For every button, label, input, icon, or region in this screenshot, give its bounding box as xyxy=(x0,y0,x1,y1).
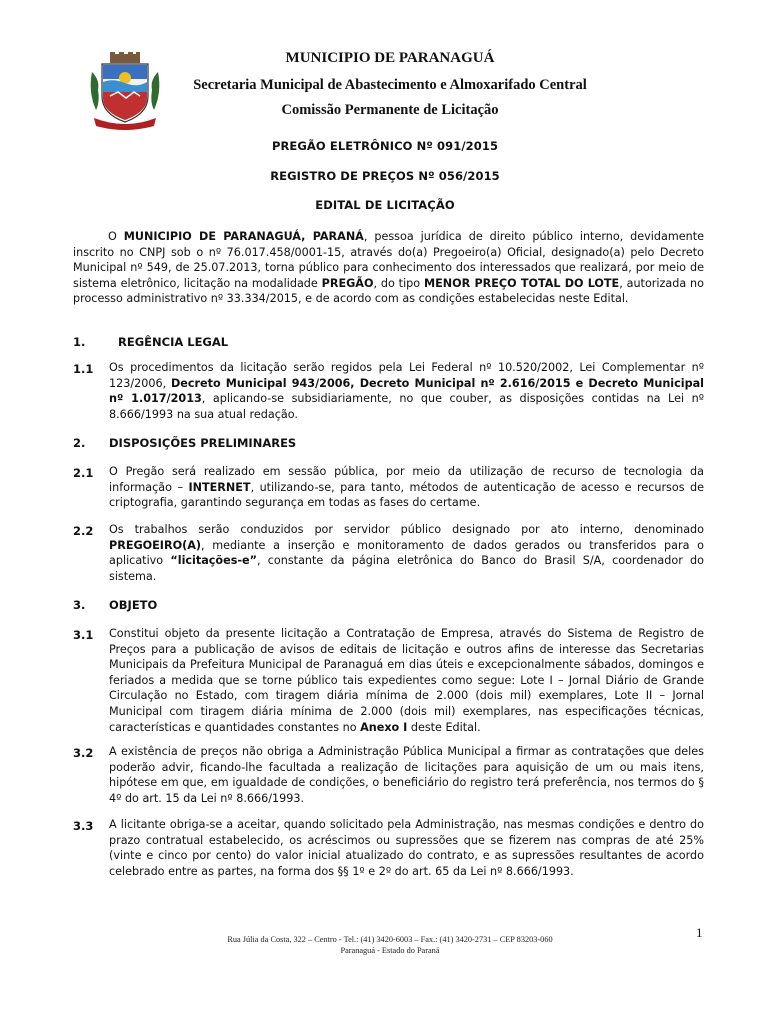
section-1-title: REGÊNCIA LEGAL xyxy=(118,335,229,349)
pregao-title: PREGÃO ELETRÔNICO Nº 091/2015 xyxy=(271,139,499,153)
item-3-3-text: A licitante obriga-se a aceitar, quando solicitado pela Administração, nas mesmas condições e dentro do prazo contratual estabelecido, os acréscimos ou supressões que se fizerem nas compras de até 25% (vinte e cinco por cento) do valor inicial atualizado do contrato, e as supressões resultantes de acordo celebrado entre as partes, na forma dos §§ 1º e 2º do art. 65 da Lei nº 8.666/1993. xyxy=(109,818,704,878)
section-2-number: 2. xyxy=(73,436,86,450)
registro-title: REGISTRO DE PREÇOS Nº 056/2015 xyxy=(270,169,500,183)
intro-paragraph: O MUNICIPIO DE PARANAGUÁ, PARANÁ, pessoa jurídica de direito público interno, devidamente inscrito no CNPJ sob o nº 76.017.458/0001-15, através do(a) Pregoeiro(a) Oficial, designado(a) pelo Decreto Municipal nº 549, de 25.07.2013, torna público para conhecimento dos interessados que realizará, por meio de sistema eletrônico, licitação na modalidade PREGÃO, do tipo MENOR PREÇO TOTAL DO LOTE, autorizada no processo administrativo nº 33.334/2015, e de acordo com as condições estabelecidas neste Edital. xyxy=(73,230,704,306)
item-3-2-number: 3.2 xyxy=(73,746,94,760)
header-secretariat: Secretaria Municipal de Abastecimento e Almoxarifado Central xyxy=(193,77,587,93)
section-3-title: OBJETO xyxy=(109,598,158,612)
section-2-title: DISPOSIÇÕES PRELIMINARES xyxy=(109,436,297,450)
page-number: 1 xyxy=(696,925,703,940)
footer-address: Rua Júlia da Costa, 322 – Centro - Tel.: (41) 3420-6003 – Fax.: (41) 3420-2731 – CEP 83203-060 xyxy=(227,935,553,944)
item-3-1-number: 3.1 xyxy=(73,628,94,642)
item-3-3-number: 3.3 xyxy=(73,819,94,833)
footer-city: Paranaguá - Estado do Paraná xyxy=(340,946,440,955)
item-3-1-text: Constitui objeto da presente licitação a Contratação de Empresa, através do Sistema de Registro de Preços para a publicação de avisos de editais de licitação e outros afins de interesse das Secretarias Municipais da Prefeitura Municipal de Paranaguá em dias úteis e excepcionalmente sábados, domingos e feriados a medida que se torne público tais expedientes como segue: Lote I – Jornal Diário de Grande Circulação no Estado, com tiragem diária mínima de 2.000 (dois mil) exemplares, Lote II – Jornal Municipal com tiragem diária mínima de 2.000 (dois mil) exemplares, nas especificações técnicas, características e quantidades constantes no Anexo I deste Edital. xyxy=(109,627,704,734)
edital-title: EDITAL DE LICITAÇÃO xyxy=(315,198,455,212)
item-1-1-text: Os procedimentos da licitação serão regidos pela Lei Federal nº 10.520/2002, Lei Complementar nº 123/2006, Decreto Municipal 943/2006, Decreto Municipal nº 2.616/2015 e Decreto Municipal nº 1.017/2013, aplicando-se subsidiariamente, no que couber, as disposições contidas na Lei nº 8.666/1993 na sua atual redação. xyxy=(109,361,704,421)
item-1-1-number: 1.1 xyxy=(73,362,94,376)
header-commission: Comissão Permanente de Licitação xyxy=(281,102,499,118)
header-municipality: MUNICIPIO DE PARANAGUÁ xyxy=(285,50,495,66)
item-3-2-text: A existência de preços não obriga a Administração Pública Municipal a firmar as contratações que deles poderão advir, ficando-lhe facultada a realização de licitações para aquisição de um ou mais itens, hipótese em que, em igualdade de condições, o beneficiário do registro terá preferência, nos termos do § 4º do art. 15 da Lei nº 8.666/1993. xyxy=(109,745,704,805)
section-1-number: 1. xyxy=(73,335,86,349)
coat-of-arms-icon xyxy=(88,52,162,132)
item-2-2-number: 2.2 xyxy=(73,524,94,538)
item-2-1-number: 2.1 xyxy=(73,466,94,480)
section-3-number: 3. xyxy=(73,598,86,612)
item-2-2-text: Os trabalhos serão conduzidos por servidor público designado por ato interno, denominado PREGOEIRO(A), mediante a inserção e monitoramento de dados gerados ou transferidos para o aplicativo “licitações-e”, constante da página eletrônica do Banco do Brasil S/A, coordenador do sistema. xyxy=(109,523,704,583)
item-2-1-text: O Pregão será realizado em sessão pública, por meio da utilização de recurso de tecnologia da informação – INTERNET, utilizando-se, para tanto, métodos de autenticação de acesso e recursos de criptografia, garantindo segurança em todas as fases do certame. xyxy=(109,465,704,510)
